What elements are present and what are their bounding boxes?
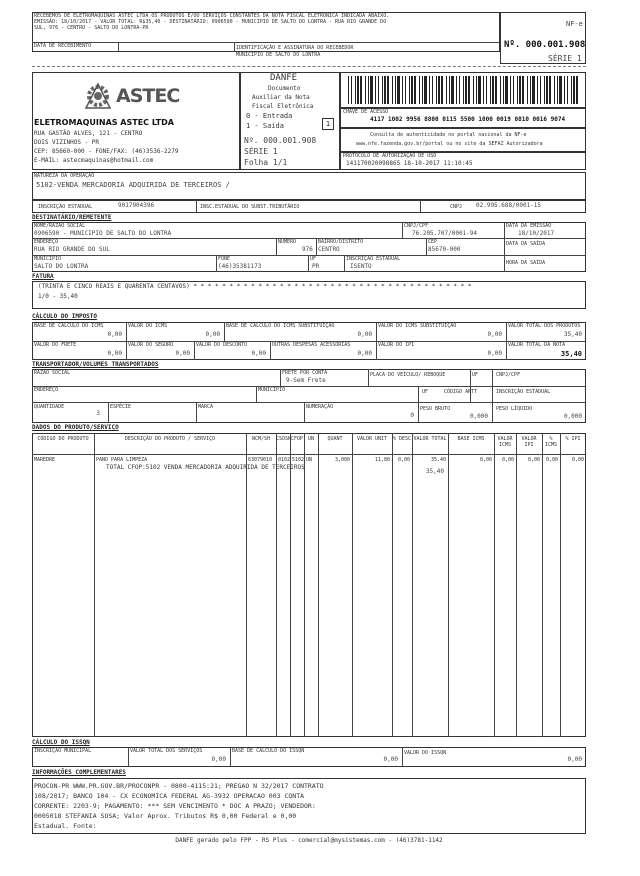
dest-nome-value: 0906590 - MUNICIPIO DE SALTO DO LONTRA	[34, 230, 172, 237]
barcode-bar	[432, 76, 433, 104]
column-header: % ICMS	[544, 436, 558, 448]
issqn-bc-value: 0,00	[383, 756, 398, 763]
transp-antt-label: CÓDIGO ANTT	[444, 389, 478, 395]
barcode-bar	[414, 76, 416, 104]
transp-numeracao-label: NUMERAÇÃO	[306, 404, 334, 410]
dest-cnpj-label: CNPJ/CPF	[404, 223, 429, 229]
bc-icms-value: 0,00	[107, 331, 122, 338]
issqn-servicos-value: 0,00	[211, 756, 226, 763]
table-cell: 0102	[278, 457, 291, 463]
transp-frete-label: FRETE POR CONTA	[282, 370, 328, 376]
barcode-bar	[360, 76, 362, 104]
transp-cnpj-label: CNPJ/CPF	[496, 372, 521, 378]
consulta-1: Consulta de autenticidade no portal nacional da NF-e	[370, 132, 527, 138]
column-header: CÓDIGO DO PRODUTO	[37, 436, 89, 442]
fatura-line2: 1/0 - 35,40	[38, 293, 78, 300]
barcode-bar	[567, 76, 568, 104]
column-header: QUANT	[327, 436, 343, 442]
barcode-bar	[436, 76, 437, 104]
issqn-section: CÁLCULO DO ISSQN	[32, 739, 90, 746]
transp-frete-value: 9-Sem Frete	[286, 377, 326, 384]
desconto-value: 0,00	[251, 350, 266, 357]
cnpj-label: CNPJ	[450, 204, 463, 210]
barcode-bar	[500, 76, 501, 104]
issqn-im-label: INSCRIÇÃO MUNICIPAL	[34, 748, 92, 754]
bc-icms-label: BASE DE CÁLCULO DO ICMS	[34, 323, 104, 329]
barcode-bar	[483, 76, 484, 104]
barcode-bar	[532, 76, 535, 104]
transp-peso-liquido-label: PESO LÍQUIDO	[496, 406, 533, 412]
barcode-bar	[571, 76, 572, 104]
dest-endereco-label: ENDEREÇO	[34, 239, 59, 245]
produtos-section: DADOS DO PRODUTO/SERVIÇO	[32, 424, 119, 431]
transp-peso-bruto-value: 0,000	[469, 413, 488, 420]
barcode-bar	[573, 76, 575, 104]
dest-endereco-value: RUA RIO GRANDE DO SUL	[34, 246, 110, 253]
table-cell: 3,000	[334, 457, 350, 463]
barcode-bar	[468, 76, 470, 104]
ie-label: INSCRIÇÃO ESTADUAL	[38, 204, 93, 210]
dest-cep-value: 85670-000	[428, 246, 461, 253]
barcode	[348, 76, 578, 104]
ipi-label: VALOR DO IPI	[378, 342, 415, 348]
total-prod-value: 35,40	[563, 331, 582, 338]
transp-peso-bruto-label: PESO BRUTO	[420, 406, 451, 412]
desconto-label: VALOR DO DESCONTO	[196, 342, 248, 348]
dest-ie-value: ISENTO	[350, 263, 372, 270]
barcode-bar	[355, 76, 356, 104]
issqn-bc-label: BASE DE CÁLCULO DO ISSQN	[232, 748, 305, 754]
barcode-bar	[473, 76, 474, 104]
transp-especie-label: ESPÉCIE	[110, 404, 132, 410]
barcode-bar	[490, 76, 491, 104]
barcode-bar	[419, 76, 420, 104]
dest-nome-label: NOME/RAZÃO SOCIAL	[34, 223, 86, 229]
issqn-box	[32, 747, 586, 767]
bc-st-value: 0,00	[357, 331, 372, 338]
transp-qtd-value: 3	[96, 410, 100, 417]
outras-label: OUTRAS DESPESAS ACESSÓRIAS	[272, 342, 351, 348]
column-header: NCM/SH	[251, 436, 271, 442]
transportador-section: TRANSPORTADOR/VOLUMES TRANSPORTADOS	[32, 361, 159, 368]
barcode-bar	[451, 76, 454, 104]
ie-st-label: INSC.ESTADUAL DO SUBST.TRIBUTÁRIO	[200, 204, 300, 210]
table-cell: 0,00	[545, 457, 558, 463]
emitente-name: ELETROMAQUINAS ASTEC LTDA	[34, 118, 174, 127]
barcode-bar	[503, 76, 504, 104]
ipi-value: 0,00	[487, 350, 502, 357]
barcode-bar	[382, 76, 383, 104]
bc-st-label: BASE DE CÁLCULO DO ICMS SUBSTITUIÇÃO	[226, 323, 335, 329]
table-cell: 0,00	[501, 457, 514, 463]
transp-municipio-label: MUNICÍPIO	[258, 387, 286, 393]
transp-qtd-label: QUANTIDADE	[34, 404, 65, 410]
barcode-bar	[513, 76, 514, 104]
table-cell: PANO PARA LIMPEZA	[96, 457, 148, 463]
info-line3: CORRENTE: 2203-9; PAGAMENTO: *** SEM VENCIMENTO * DOC A PRAZO; VENDEDOR:	[34, 802, 316, 810]
dest-emissao-value: 18/10/2017	[518, 230, 555, 237]
barcode-bar	[522, 76, 524, 104]
canhoto-text: RECEBEMOS DE ELETROMAQUINAS ASTEC LTDA OS PRODUTOS E/OU SERVIÇOS CONSTANTES DA NOTA FISCAL ELETRÔNICA INDICADA ABAIXO. EMISSÃO: 18/10/2017 - VALOR TOTAL: R$35,40 - DESTINATÁRIO: 0906590 - MUNICIPIO DE SALTO DO LONTRA - RUA RIO GRANDE DO SUL, 976 - CENTRO - SALTO DO LONTRA-PR	[34, 13, 390, 31]
barcode-bar	[517, 76, 518, 104]
footer: DANFE gerado pelo FPP - RS Plus - comercial@mysistemas.com - (46)3781-1142	[175, 837, 443, 844]
barcode-bar	[449, 76, 450, 104]
barcode-bar	[375, 76, 376, 104]
transp-numeracao-value: 0	[410, 412, 414, 419]
danfe-sub3: Fiscal Eletrônica	[252, 103, 314, 110]
consulta-2: www.nfe.fazenda.gov.br/portal ou no site da SEFAZ Autorizadora	[356, 141, 543, 147]
dest-saida-label: DATA DA SAÍDA	[506, 241, 546, 247]
dest-cep-label: CEP	[428, 239, 438, 245]
astec-logo	[84, 82, 188, 110]
info-section: INFORMAÇÕES COMPLEMENTARES	[32, 769, 126, 776]
info-line5: Estadual. Fonte:	[34, 822, 97, 830]
produto-total-value: 35,40	[425, 468, 444, 475]
danfe-folha: Folha 1/1	[244, 158, 288, 167]
table-cell: 5102	[292, 457, 305, 463]
dest-bairro-value: CENTRO	[318, 246, 340, 253]
column-header: % IPI	[565, 436, 581, 442]
imposto-section: CÁLCULO DO IMPOSTO	[32, 313, 98, 320]
column-header: VALOR UNIT	[356, 436, 388, 442]
column-header: VALOR TOTAL	[413, 436, 447, 442]
seguro-value: 0,00	[175, 350, 190, 357]
dest-fone-label: FONE	[218, 256, 231, 262]
barcode-bar	[544, 76, 545, 104]
danfe-tipo: 1	[322, 118, 334, 130]
danfe-saida: 1 - Saída	[246, 122, 284, 130]
column-header: UN	[307, 436, 315, 442]
table-cell: 63079010	[248, 457, 273, 463]
barcode-bar	[492, 76, 494, 104]
table-cell: 11,80	[374, 457, 390, 463]
barcode-bar	[387, 76, 389, 104]
recebedor-value: MUNICIPIO DE SALTO DO LONTRA	[236, 52, 321, 58]
table-cell: 35,40	[430, 457, 446, 463]
total-nota-value: 35,40	[560, 350, 582, 358]
canhoto-nfe-number: Nº. 000.001.908	[504, 40, 586, 50]
emitente-email: E-MAIL: astecmaquinas@hotmail.com	[34, 157, 154, 164]
cnpj-value: 02.995.688/0001-15	[476, 202, 542, 209]
column-header: DESCRIÇÃO DO PRODUTO / SERVIÇO	[124, 436, 216, 442]
column-header: VALOR ICMS	[497, 436, 513, 448]
barcode-bar	[446, 76, 447, 104]
canhoto-nfe-label: NF-e	[566, 20, 583, 28]
seguro-label: VALOR DO SEGURO	[128, 342, 174, 348]
barcode-bar	[463, 76, 464, 104]
column-header: VALOR IPI	[521, 436, 537, 448]
protocolo-value: 141170020098865 18-10-2017 11:10:45	[346, 160, 473, 167]
barcode-bar	[537, 76, 538, 104]
barcode-bar	[495, 76, 497, 104]
barcode-bar	[384, 76, 386, 104]
column-header: BASE ICMS	[457, 436, 485, 442]
dest-uf-value: PR	[312, 263, 320, 270]
danfe-sub2: Auxiliar da Nota	[252, 94, 310, 101]
danfe-title: DANFE	[270, 73, 298, 83]
barcode-bar	[422, 76, 423, 104]
total-prod-label: VALOR TOTAL DOS PRODUTOS	[508, 323, 581, 329]
barcode-bar	[392, 76, 393, 104]
table-cell: 0,00	[397, 457, 410, 463]
column-header: % DESC	[392, 436, 412, 442]
table-cell: 0,00	[479, 457, 492, 463]
transp-peso-liquido-value: 0,000	[563, 413, 582, 420]
chave-value: 4117 1002 9956 8800 0115 5500 1000 0019 0810 0016 9074	[370, 116, 566, 123]
barcode-bar	[348, 76, 349, 104]
emitente-city: DOIS VIZINHOS - PR	[34, 139, 100, 146]
canhoto-serie: SÉRIE 1	[548, 54, 582, 63]
issqn-value-label: VALOR DO ISSQN	[404, 750, 447, 756]
icms-st-value: 0,00	[487, 331, 502, 338]
frete-label: VALOR DO FRETE	[34, 342, 77, 348]
fatura-section: FATURA	[32, 273, 54, 280]
barcode-bar	[378, 76, 379, 104]
transp-razao-label: RAZÃO SOCIAL	[34, 370, 71, 376]
barcode-bar	[530, 76, 531, 104]
emitente-address: RUA GASTÃO ALVES, 121 - CENTRO	[34, 130, 143, 137]
danfe-entrada: 0 - Entrada	[246, 112, 293, 120]
barcode-bar	[357, 76, 359, 104]
dest-ie-label: INSCRIÇÃO ESTADUAL	[346, 256, 401, 262]
dest-uf-label: UF	[310, 256, 317, 262]
danfe-sub1: Documento	[268, 85, 301, 92]
frete-value: 0,00	[107, 350, 122, 357]
barcode-bar	[368, 76, 369, 104]
natureza-label: NATUREZA DA OPERAÇÃO	[34, 173, 95, 179]
dest-hora-label: HORA DA SAÍDA	[506, 260, 546, 266]
logo-text: ASTEC	[116, 85, 180, 107]
barcode-bar	[540, 76, 541, 104]
emitente-cep: CEP: 85660-000 - FONE/FAX: (46)3536-2279	[34, 148, 179, 155]
barcode-bar	[351, 76, 352, 104]
danfe-serie: SÉRIE 1	[244, 147, 278, 156]
dest-bairro-label: BAIRRO/DISTRITO	[318, 239, 364, 245]
barcode-bar	[478, 76, 481, 104]
barcode-bar	[559, 76, 562, 104]
table-cell: MAREDRE	[34, 457, 56, 463]
barcode-bar	[519, 76, 521, 104]
dest-numero-value: 976	[302, 246, 313, 253]
barcode-bar	[557, 76, 558, 104]
cut-line	[32, 66, 586, 67]
barcode-bar	[554, 76, 555, 104]
destinatario-section: DESTINATÁRIO/REMETENTE	[32, 214, 112, 221]
barcode-bar	[465, 76, 467, 104]
barcode-bar	[409, 76, 410, 104]
barcode-bar	[546, 76, 548, 104]
dest-numero-label: NUMERO	[278, 239, 297, 245]
transp-uf-label: UF	[472, 372, 479, 378]
dest-fone-value: (46)35381173	[218, 263, 262, 270]
info-line1: PROCON-PR WWW.PR.GOV.BR/PROCONPR - 0800-4115:21; PREGAO N 32/2017 CONTRATO	[34, 782, 324, 790]
barcode-bar	[576, 76, 578, 104]
barcode-bar	[402, 76, 403, 104]
barcode-bar	[424, 76, 427, 104]
icms-value: 0,00	[205, 331, 220, 338]
barcode-bar	[527, 76, 528, 104]
dest-emissao-label: DATA DA EMISSÃO	[506, 223, 552, 229]
barcode-bar	[397, 76, 400, 104]
barcode-bar	[365, 76, 366, 104]
data-recebimento-label: DATA DE RECEBIMENTO	[34, 43, 92, 49]
barcode-bar	[370, 76, 373, 104]
barcode-bar	[549, 76, 551, 104]
issqn-servicos-label: VALOR TOTAL DOS SERVIÇOS	[130, 748, 203, 754]
barcode-bar	[438, 76, 440, 104]
dest-municipio-label: MUNICÍPIO	[34, 256, 62, 262]
barcode-bar	[510, 76, 511, 104]
produtos-table	[32, 433, 586, 737]
barcode-bar	[405, 76, 406, 104]
transp-marca-label: MARCA	[198, 404, 214, 410]
transp-placa-label: PLACA DO VEÍCULO/ REBOQUE	[370, 372, 446, 378]
column-header: CFOP	[290, 436, 304, 442]
barcode-bar	[411, 76, 413, 104]
dest-municipio-value: SALTO DO LONTRA	[34, 263, 89, 270]
natureza-value: 5102-VENDA MERCADORIA ADQUIRIDA DE TERCEIROS /	[36, 181, 230, 189]
barcode-bar	[429, 76, 430, 104]
barcode-bar	[395, 76, 396, 104]
assinatura-label: IDENTIFICAÇÃO E ASSINATURA DO RECEBEDOR	[236, 45, 354, 51]
transp-endereco-label: ENDEREÇO	[34, 387, 59, 393]
icms-st-label: VALOR DO ICMS SUBSTITUIÇÃO	[378, 323, 457, 329]
barcode-bar	[564, 76, 565, 104]
icms-label: VALOR DO ICMS	[128, 323, 168, 329]
info-line2: 108/2017; BANCO 104 - CX ECONOMICA FEDERAL AG-3932 OPERACAO 003 CONTA	[34, 792, 305, 800]
barcode-bar	[441, 76, 443, 104]
barcode-bar	[456, 76, 457, 104]
table-cell: UN	[306, 457, 313, 463]
table-cell: 0,00	[571, 457, 584, 463]
barcode-bar	[459, 76, 460, 104]
column-header: CSOSN	[276, 436, 292, 442]
chave-label: CHAVE DE ACESSO	[343, 109, 389, 115]
issqn-value: 0,00	[567, 756, 582, 763]
ie-value: 9017904396	[118, 202, 155, 209]
protocolo-label: PROTOCOLO DE AUTORIZAÇÃO DE USO	[343, 153, 437, 159]
barcode-bar	[505, 76, 508, 104]
outras-value: 0,00	[357, 350, 372, 357]
barcode-bar	[486, 76, 487, 104]
info-line4: 0005018 STEFANIA SOSA; Valor Aprox. Tributos R$ 0,00 Federal e 0,00	[34, 812, 297, 820]
table-cell: 0,00	[527, 457, 540, 463]
produto-total-line: TOTAL CFOP:5102 VENDA MERCADORIA ADQUIRIDA DE TERCEIROS	[106, 464, 305, 471]
total-nota-label: VALOR TOTAL DA NOTA	[508, 342, 566, 348]
transp-uf2-label: UF	[422, 389, 429, 395]
barcode-bar	[476, 76, 477, 104]
fatura-line1: (TRINTA E CINCO REAIS E QUARENTA CENTAVOS) * * * * * * * * * * * * * * * * * * * * * * * * * * * * * * * * * * * * * * *	[38, 283, 472, 290]
danfe-numero: Nº. 000.001.908	[244, 136, 317, 145]
transp-ie-label: INSCRIÇÃO ESTADUAL	[496, 389, 551, 395]
dest-cnpj-value: 76.205.707/0001-94	[412, 230, 478, 237]
